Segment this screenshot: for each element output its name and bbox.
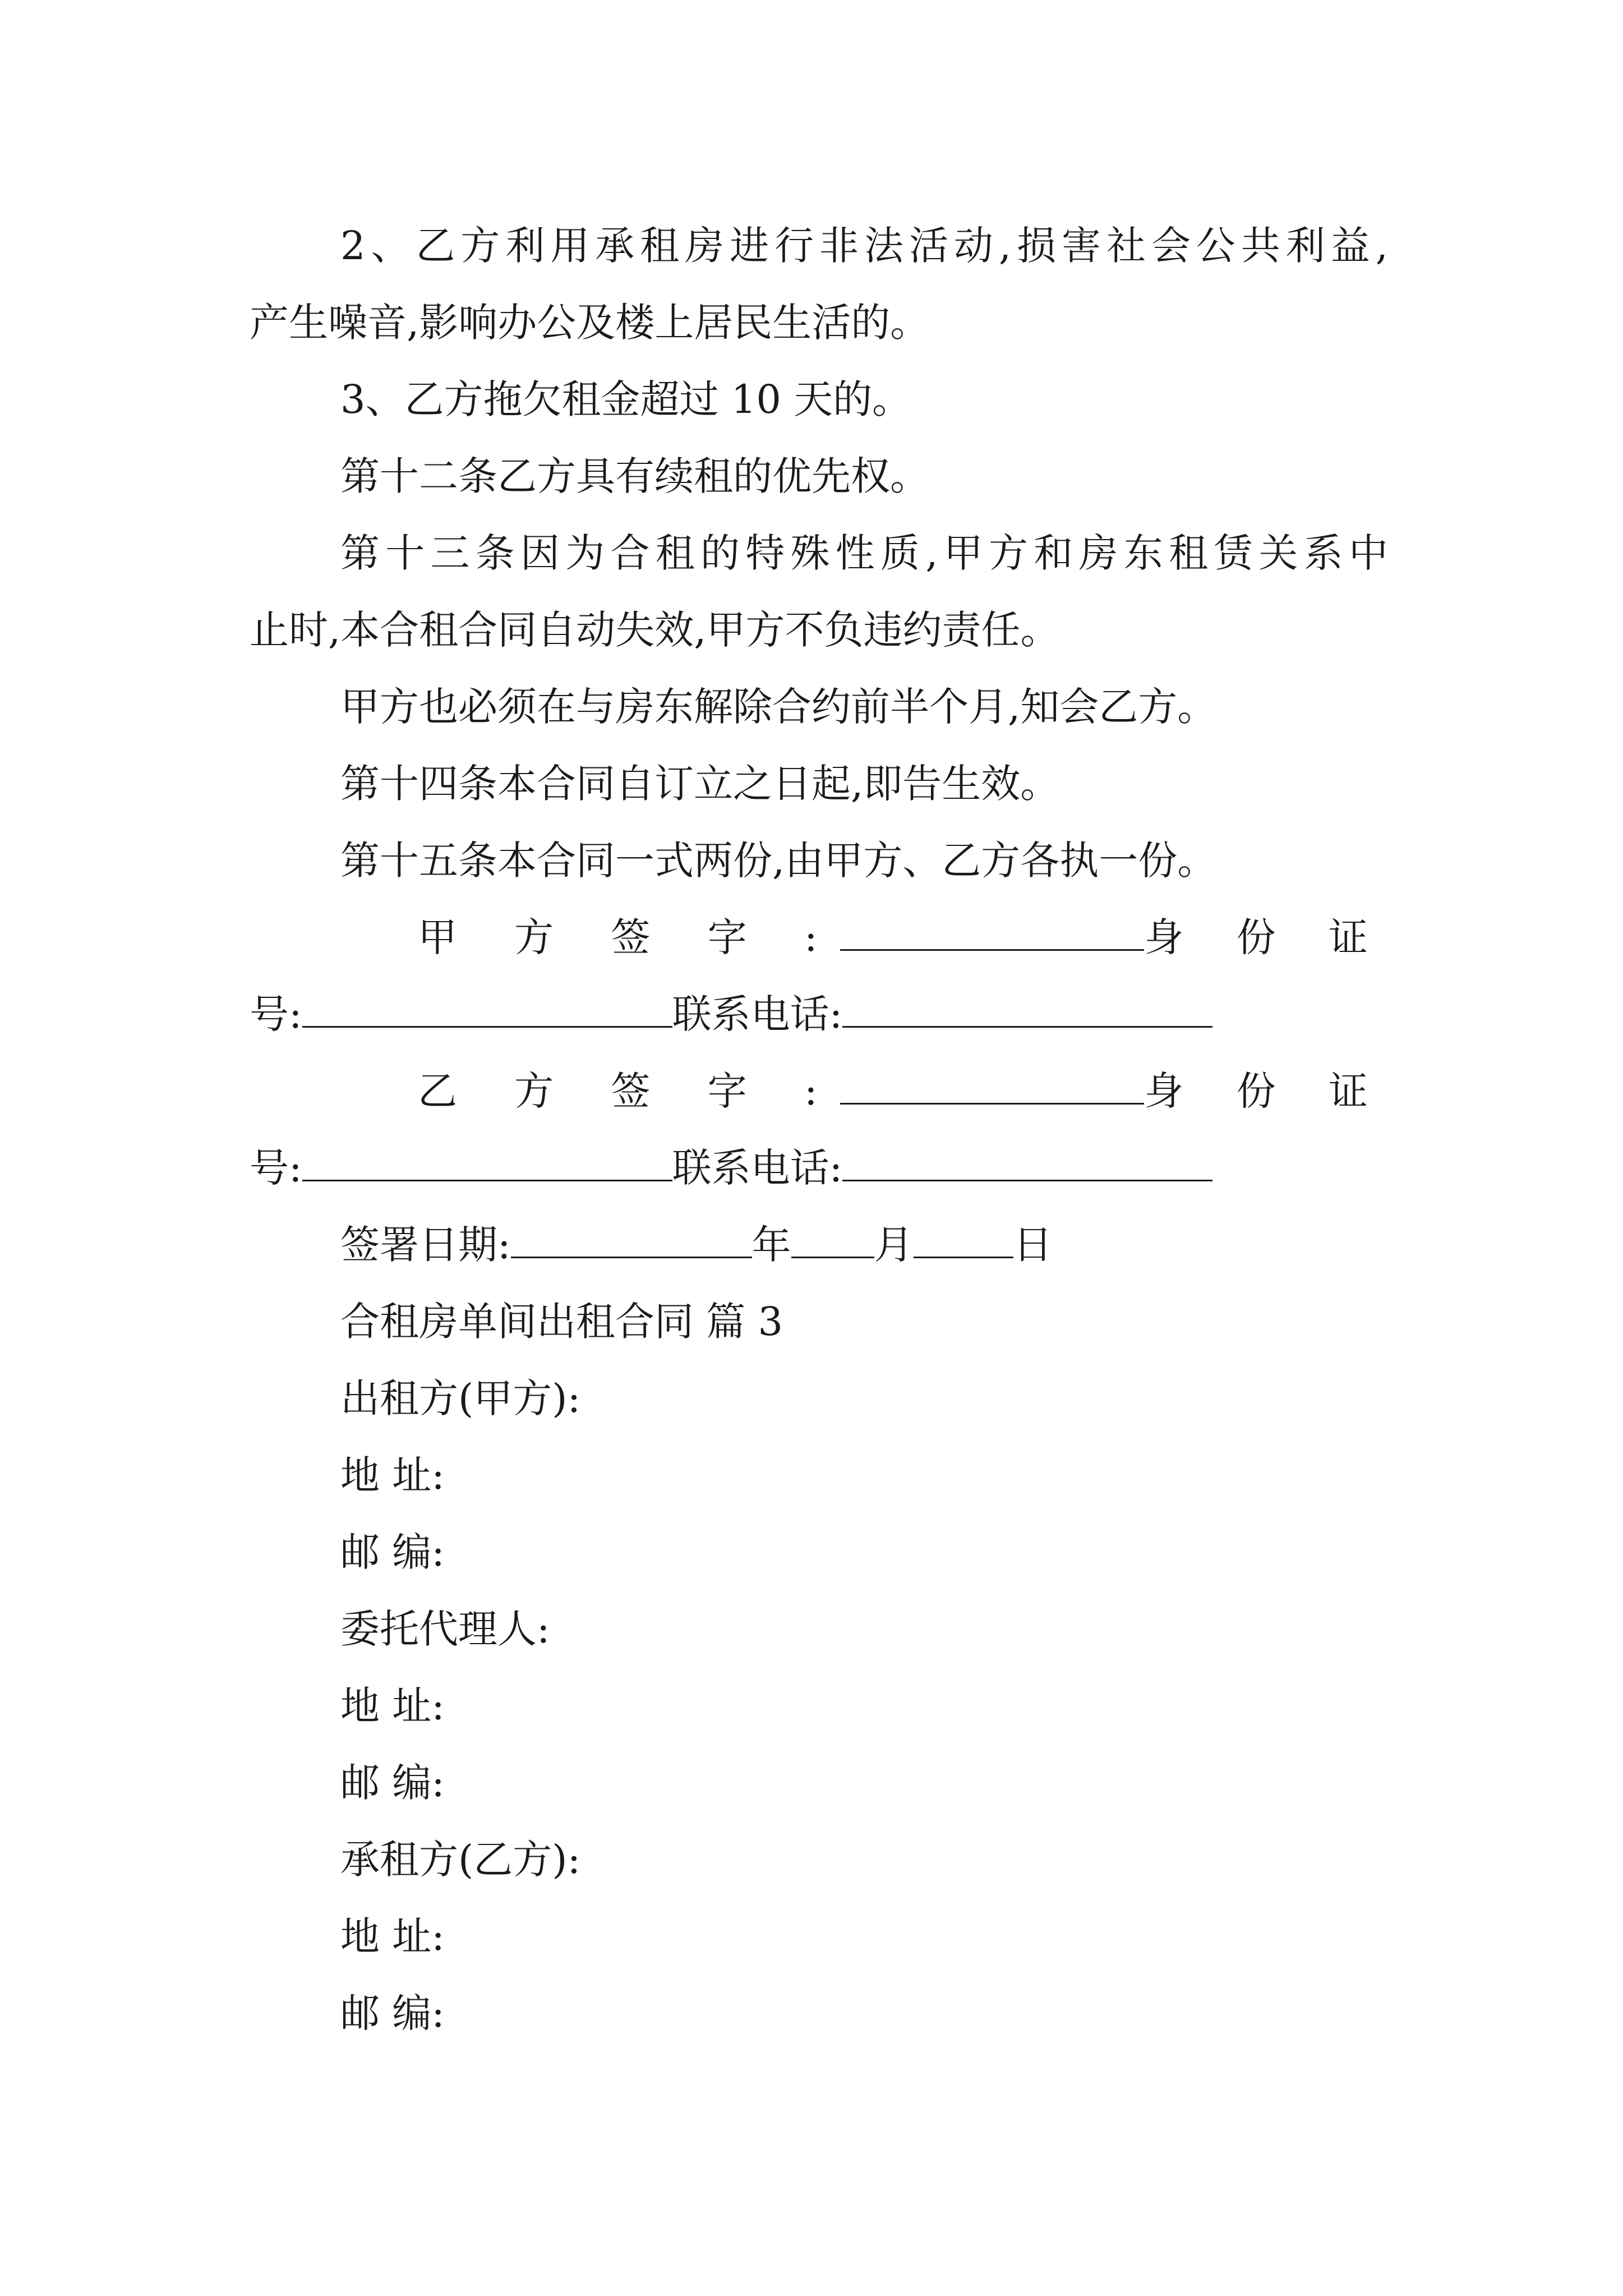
party-a-id-phone-row <box>250 976 1388 1053</box>
party-b-signature-field[interactable] <box>840 1070 1145 1105</box>
paragraph-clause-3: 3、乙方拖欠租金超过 10 天的。 <box>340 376 912 422</box>
paragraph-clause-2-line2: 产生噪音,影响办公及楼上居民生活的。 <box>250 300 930 346</box>
paragraph-article-13-line1: 第十三条因为合租的特殊性质,甲方和房东租赁关系中 <box>340 530 1388 576</box>
party-a-phone-field[interactable] <box>842 993 1212 1028</box>
signing-date-day-field[interactable] <box>914 1224 1013 1258</box>
party-a-signature-row <box>250 899 1388 976</box>
paragraph-article-14: 第十四条本合同自订立之日起,即告生效。 <box>340 761 1060 807</box>
signing-date-year-field[interactable] <box>511 1224 752 1258</box>
paragraph-notice: 甲方也必须在与房东解除合约前半个月,知会乙方。 <box>340 684 1217 730</box>
party-b-id-label-cont: 号: <box>250 1145 302 1191</box>
agent-postcode-label: 邮 编: <box>340 1760 445 1806</box>
signing-date-month-label: 月 <box>874 1222 914 1268</box>
lessee-label: 承租方(乙方): <box>340 1837 581 1883</box>
party-a-id-field[interactable] <box>302 993 672 1028</box>
party-a-phone-label: 联系电话: <box>672 991 843 1037</box>
party-b-id-phone-row <box>250 1130 1388 1207</box>
paragraph-article-12: 第十二条乙方具有续租的优先权。 <box>340 453 929 499</box>
lessee-postcode-label: 邮 编: <box>340 1990 445 2036</box>
agent-label: 委托代理人: <box>340 1606 550 1652</box>
party-a-signature-field[interactable] <box>840 917 1145 951</box>
lessor-postcode-label: 邮 编: <box>340 1529 445 1575</box>
document-page <box>250 208 1388 2052</box>
signing-date-row <box>250 1207 1388 1283</box>
signing-date-label: 签署日期: <box>340 1222 511 1268</box>
lessor-address-label: 地 址: <box>340 1452 445 1498</box>
party-b-id-label: 身 份 证 <box>1144 1068 1388 1114</box>
party-b-phone-label: 联系电话: <box>672 1145 843 1191</box>
party-a-id-label-cont: 号: <box>250 991 302 1037</box>
agent-address-label: 地 址: <box>340 1683 445 1729</box>
section-3-title: 合租房单间出租合同 篇 3 <box>340 1299 783 1345</box>
signing-date-year-label: 年 <box>751 1222 791 1268</box>
signing-date-month-field[interactable] <box>791 1224 874 1258</box>
party-a-sign-label: 甲 方 签 字 : <box>418 914 840 960</box>
party-b-id-field[interactable] <box>302 1147 672 1181</box>
signing-date-day-label: 日 <box>1013 1222 1053 1268</box>
party-b-sign-label: 乙 方 签 字 : <box>418 1068 840 1114</box>
paragraph-article-15: 第十五条本合同一式两份,由甲方、乙方各执一份。 <box>340 838 1217 884</box>
lessor-label: 出租方(甲方): <box>340 1375 581 1421</box>
party-a-id-label: 身 份 证 <box>1144 914 1388 960</box>
lessee-address-label: 地 址: <box>340 1913 445 1959</box>
party-b-phone-field[interactable] <box>842 1147 1212 1181</box>
paragraph-clause-2-line1: 2、乙方利用承租房进行非法活动,损害社会公共利益, <box>340 223 1388 269</box>
paragraph-article-13-line2: 止时,本合租合同自动失效,甲方不负违约责任。 <box>250 607 1060 653</box>
party-b-signature-row <box>250 1053 1388 1130</box>
